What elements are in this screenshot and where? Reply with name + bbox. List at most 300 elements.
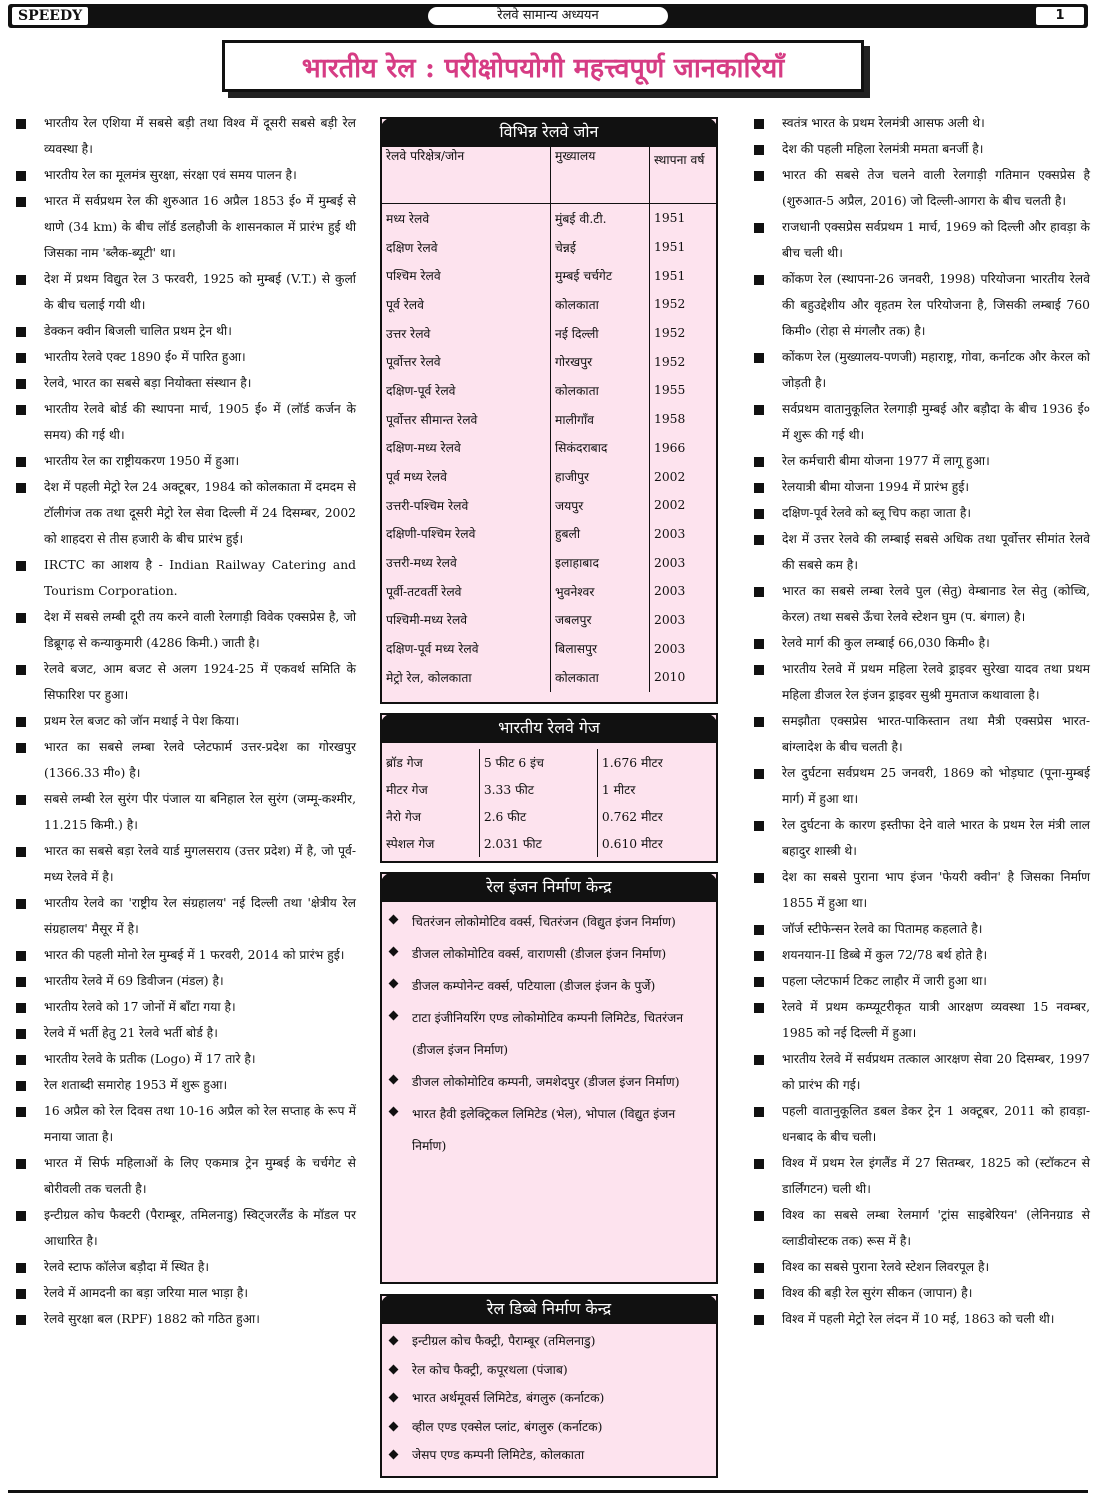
- list-item-text: भारत हैवी इलेक्ट्रिकल लिमिटेड (भेल), भोपाल (विद्युत इंजन निर्माण): [412, 1107, 676, 1153]
- bullet-square-icon: [754, 951, 764, 961]
- fact-text: पहली वातानुकूलित डबल डेकर ट्रेन 1 अक्टूबर, 2011 को हावड़ा-धनबाद के बीच चली।: [782, 1104, 1090, 1144]
- fact-item: [10, 1098, 356, 1150]
- fact-item: [10, 344, 356, 370]
- table-cell: 1951: [654, 240, 686, 255]
- list-item-text: रेल कोच फैक्ट्री, कपूरथला (पंजाब): [412, 1362, 568, 1377]
- fact-item: [10, 1254, 356, 1280]
- zones-header-hq: मुख्यालय: [551, 147, 650, 204]
- diamond-bullet-icon: [389, 1336, 399, 1346]
- bullet-square-icon: [16, 353, 26, 363]
- fact-item: [748, 994, 1090, 1046]
- fact-item: [10, 370, 356, 396]
- table-cell: स्पेशल गेज: [382, 830, 479, 857]
- fact-text: इन्टीग्रल कोच फैक्टरी (पैराम्बूर, तमिलनाडु) स्विट्जरलैंड के मॉडल पर आधारित है।: [44, 1208, 356, 1248]
- fact-text: विश्व में पहली मेट्रो रेल लंदन में 10 मई, 1863 को चली थी।: [782, 1312, 1055, 1326]
- fact-item: [748, 656, 1090, 708]
- fact-text: कोंकण रेल (स्थापना-26 जनवरी, 1998) परियोजना भारतीय रेलवे की बहुउद्देशीय और वृहतम रेल परियोजना है, जिसकी लम्बाई 760 किमी० (रोहा से मंगलौर तक) है।: [782, 272, 1090, 338]
- fact-text: विश्व में प्रथम रेल इंगलैंड में 27 सितम्बर, 1825 को (स्टॉकटन से डार्लिंगटन) चली थी।: [782, 1156, 1090, 1196]
- fact-item: [10, 786, 356, 838]
- table-cell: उत्तरी-मध्य रेलवे: [382, 548, 551, 577]
- fact-text: सबसे लम्बी रेल सुरंग पीर पंजाल या बनिहाल रेल सुरंग (जम्मू-कश्मीर, 11.215 किमी.) है।: [44, 792, 356, 832]
- fact-text: रेल कर्मचारी बीमा योजना 1977 में लागू हुआ।: [782, 454, 990, 468]
- table-cell: मेट्रो रेल, कोलकाता: [382, 663, 551, 692]
- table-cell: नई दिल्ली: [551, 319, 650, 348]
- fact-text: भारतीय रेल का मूलमंत्र सुरक्षा, संरक्षा एवं समय पालन है।: [44, 168, 297, 182]
- list-item-text: चितरंजन लोकोमोटिव वर्क्स, चितरंजन (विद्युत इंजन निर्माण): [412, 915, 676, 929]
- table-cell: जयपुर: [551, 491, 650, 520]
- bullet-square-icon: [16, 613, 26, 623]
- bullet-square-icon: [16, 665, 26, 675]
- fact-text: शयनयान-II डिब्बे में कुल 72/78 बर्थ होते है।: [782, 948, 988, 962]
- fact-item: [748, 526, 1090, 578]
- fact-text: भारतीय रेल एशिया में सबसे बड़ी तथा विश्व में दूसरी सबसे बड़ी रेल व्यवस्था है।: [44, 116, 356, 156]
- fact-text: रेलवे में प्रथम कम्प्यूटरीकृत यात्री आरक्षण व्यवस्था 15 नवम्बर, 1985 को नई दिल्ली में हुआ।: [782, 1000, 1090, 1040]
- fact-item: [748, 266, 1090, 344]
- fact-text: देश की पहली महिला रेलमंत्री ममता बनर्जी है।: [782, 142, 984, 156]
- bullet-square-icon: [754, 223, 764, 233]
- fact-text: विश्व का सबसे लम्बा रेलमार्ग 'ट्रांस साइबेरियन' (लेनिनग्राड से व्लाडीवोस्टक तक) रूस में है।: [782, 1208, 1090, 1248]
- zone-row: [382, 405, 716, 434]
- zones-box-title: विभिन्न रेलवे जोन: [380, 117, 718, 147]
- fact-item: [748, 1280, 1090, 1306]
- fact-text: रेलवे स्टाफ कॉलेज बड़ौदा में स्थित है।: [44, 1260, 210, 1274]
- fact-text: देश में पहली मेट्रो रेल 24 अक्टूबर, 1984 को कोलकाता में दमदम से टॉलीगंज तक तथा दूसरी मेट्रो रेल सेवा दिल्ली में 24 दिसम्बर, 2002 को शाहदरा से तीस हजारी के बीच प्रारंभ हुई।: [44, 480, 356, 546]
- fact-item: [748, 968, 1090, 994]
- fact-text: भारतीय रेलवे का 'राष्ट्रीय रेल संग्रहालय' नई दिल्ली तथा 'क्षेत्रीय रेल संग्रहालय' मैसूर में है।: [44, 896, 356, 936]
- bullet-square-icon: [16, 197, 26, 207]
- fact-text: प्रथम रेल बजट को जॉन मथाई ने पेश किया।: [44, 714, 240, 728]
- coach-box-title: रेल डिब्बे निर्माण केन्द्र: [380, 1294, 718, 1324]
- bullet-square-icon: [16, 379, 26, 389]
- table-cell: पूर्व रेलवे: [382, 290, 551, 319]
- bullet-square-icon: [16, 1211, 26, 1221]
- table-cell: 1952: [654, 297, 686, 312]
- fact-text: सर्वप्रथम वातानुकूलित रेलगाड़ी मुम्बई और बड़ौदा के बीच 1936 ई० में शुरू की गई थी।: [782, 402, 1090, 442]
- bullet-square-icon: [16, 1003, 26, 1013]
- list-item: [382, 1413, 708, 1442]
- table-cell: 1.676 मीटर: [601, 756, 663, 770]
- zone-row: [382, 319, 716, 348]
- zone-row: [382, 520, 716, 549]
- fact-item: [748, 396, 1090, 448]
- bullet-square-icon: [754, 639, 764, 649]
- table-cell: 5 फीट 6 इंच: [479, 749, 597, 776]
- fact-item: [748, 474, 1090, 500]
- gauge-box-title: भारतीय रेलवे गेज: [380, 713, 718, 743]
- fact-text: भारतीय रेल का राष्ट्रीयकरण 1950 में हुआ।: [44, 454, 240, 468]
- main-title: भारतीय रेल : परीक्षोपयोगी महत्त्वपूर्ण जानकारियाँ: [222, 40, 864, 92]
- table-cell: पूर्व मध्य रेलवे: [382, 462, 551, 491]
- coach-list: [382, 1324, 716, 1470]
- fact-text: देश में सबसे लम्बी दूरी तय करने वाली रेलगाड़ी विवेक एक्सप्रेस है, जो डिब्रूगढ़ से कन्याकुमारी (4286 किमी.) जाती है।: [44, 610, 356, 650]
- bullet-square-icon: [16, 457, 26, 467]
- table-cell: 1955: [654, 383, 686, 398]
- coach-box: [380, 1294, 718, 1478]
- diamond-bullet-icon: [389, 915, 399, 925]
- fact-text: भारत की सबसे तेज चलने वाली रेलगाड़ी गतिमान एक्सप्रेस है (शुरुआत-5 अप्रैल, 2016) जो दिल्ली-आगरा के बीच चलती है।: [782, 168, 1090, 208]
- zone-row: [382, 290, 716, 319]
- table-cell: पूर्वोत्तर सीमान्त रेलवे: [382, 405, 551, 434]
- fact-item: [10, 838, 356, 890]
- list-item: [382, 1356, 708, 1385]
- table-cell: 2002: [654, 469, 686, 484]
- table-cell: 0.762 मीटर: [601, 810, 663, 824]
- bullet-square-icon: [754, 1107, 764, 1117]
- diamond-bullet-icon: [389, 1011, 399, 1021]
- diamond-bullet-icon: [389, 1107, 399, 1117]
- engine-box: [380, 872, 718, 1284]
- bullet-square-icon: [754, 1263, 764, 1273]
- fact-item: [10, 1020, 356, 1046]
- zone-row: [382, 577, 716, 606]
- engine-list: [382, 902, 716, 1162]
- fact-text: डेक्कन क्वीन बिजली चालित प्रथम ट्रेन थी।: [44, 324, 232, 338]
- gauge-table: [382, 749, 716, 857]
- table-cell: गोरखपुर: [551, 347, 650, 376]
- fact-item: [748, 110, 1090, 136]
- fact-text: रेल दुर्घटना के कारण इस्तीफा देने वाले भारत के प्रथम रेल मंत्री लाल बहादुर शास्त्री थे।: [782, 818, 1090, 858]
- bullet-square-icon: [16, 1289, 26, 1299]
- fact-item: [748, 136, 1090, 162]
- list-item-text: डीजल लोकोमोटिव वर्क्स, वाराणसी (डीजल इंजन निर्माण): [412, 947, 667, 961]
- bullet-square-icon: [16, 977, 26, 987]
- table-cell: 1952: [654, 354, 686, 369]
- fact-item: [10, 1202, 356, 1254]
- table-cell: हुबली: [551, 520, 650, 549]
- fact-text: भारत में सिर्फ महिलाओं के लिए एकमात्र ट्रेन मुम्बई के चर्चगेट से बोरीवली तक चलती है।: [44, 1156, 356, 1196]
- zone-row: [382, 347, 716, 376]
- fact-text: रेलयात्री बीमा योजना 1994 में प्रारंभ हुई।: [782, 480, 970, 494]
- fact-item: [10, 396, 356, 448]
- table-cell: हाजीपुर: [551, 462, 650, 491]
- bullet-square-icon: [754, 1159, 764, 1169]
- table-cell: दक्षिण-पूर्व मध्य रेलवे: [382, 634, 551, 663]
- fact-item: [10, 942, 356, 968]
- fact-text: रेल दुर्घटना सर्वप्रथम 25 जनवरी, 1869 को भोड़घाट (पूना-मुम्बई मार्ग) में हुआ था।: [782, 766, 1090, 806]
- bullet-square-icon: [16, 171, 26, 181]
- bullet-square-icon: [754, 717, 764, 727]
- bullet-square-icon: [16, 483, 26, 493]
- zones-table: [382, 147, 716, 692]
- table-cell: मुंबई वी.टी.: [551, 204, 650, 233]
- fact-item: [748, 916, 1090, 942]
- engine-box-title: रेल इंजन निर्माण केन्द्र: [380, 872, 718, 902]
- bullet-square-icon: [16, 951, 26, 961]
- fact-text: समझौता एक्सप्रेस भारत-पाकिस्तान तथा मैत्री एक्सप्रेस भारत-बांग्लादेश के बीच चलती है।: [782, 714, 1090, 754]
- fact-text: देश में उत्तर रेलवे की लम्बाई सबसे अधिक तथा पूर्वोत्तर सीमांत रेलवे की सबसे कम है।: [782, 532, 1090, 572]
- bullet-square-icon: [16, 1263, 26, 1273]
- bullet-square-icon: [16, 899, 26, 909]
- fact-text: स्वतंत्र भारत के प्रथम रेलमंत्री आसफ अली थे।: [782, 116, 985, 130]
- bullet-square-icon: [754, 457, 764, 467]
- fact-item: [10, 1046, 356, 1072]
- bullet-square-icon: [16, 717, 26, 727]
- table-cell: दक्षिण-मध्य रेलवे: [382, 434, 551, 463]
- table-cell: 2003: [654, 612, 686, 627]
- table-cell: 2.6 फीट: [479, 803, 597, 830]
- fact-text: भारतीय रेलवे में सर्वप्रथम तत्काल आरक्षण सेवा 20 दिसम्बर, 1997 को प्रारंभ की गई।: [782, 1052, 1090, 1092]
- fact-item: [748, 1098, 1090, 1150]
- table-cell: 1952: [654, 326, 686, 341]
- fact-item: [10, 968, 356, 994]
- gauge-table-body: [382, 749, 716, 857]
- bullet-square-icon: [754, 1315, 764, 1325]
- list-item: [382, 1441, 708, 1470]
- fact-text: भारतीय रेलवे एक्ट 1890 ई० में पारित हुआ।: [44, 350, 246, 364]
- list-item-text: डीजल लोकोमोटिव कम्पनी, जमशेदपुर (डीजल इंजन निर्माण): [412, 1075, 680, 1089]
- fact-item: [10, 552, 356, 604]
- table-cell: 2003: [654, 641, 686, 656]
- zones-box: [380, 117, 718, 704]
- fact-text: राजधानी एक्सप्रेस सर्वप्रथम 1 मार्च, 1969 को दिल्ली और हावड़ा के बीच चली थी।: [782, 220, 1090, 260]
- gauge-row: [382, 830, 716, 857]
- bullet-square-icon: [754, 1003, 764, 1013]
- fact-text: रेलवे में आमदनी का बड़ा जरिया माल भाड़ा है।: [44, 1286, 249, 1300]
- bullet-square-icon: [754, 275, 764, 285]
- bullet-square-icon: [754, 483, 764, 493]
- fact-item: [10, 604, 356, 656]
- fact-item: [10, 318, 356, 344]
- table-cell: उत्तर रेलवे: [382, 319, 551, 348]
- fact-text: रेलवे सुरक्षा बल (RPF) 1882 को गठित हुआ।: [44, 1312, 260, 1326]
- zone-row: [382, 233, 716, 262]
- table-cell: नैरो गेज: [382, 803, 479, 830]
- fact-item: [748, 630, 1090, 656]
- table-cell: 2003: [654, 584, 686, 599]
- list-item: [382, 938, 708, 970]
- table-cell: 1951: [654, 211, 686, 226]
- fact-item: [748, 864, 1090, 916]
- list-item-text: भारत अर्थमूवर्स लिमिटेड, बंगलुरु (कर्नाटक): [412, 1391, 605, 1406]
- table-cell: 1958: [654, 412, 686, 427]
- table-cell: 2002: [654, 498, 686, 513]
- table-cell: पूर्वोत्तर रेलवे: [382, 347, 551, 376]
- fact-text: विश्व की बड़ी रेल सुरंग सीकन (जापान) है।: [782, 1286, 973, 1300]
- zones-header-year: स्थापना वर्ष: [650, 147, 717, 204]
- fact-text: भारत का सबसे लम्बा रेलवे प्लेटफार्म उत्तर-प्रदेश का गोरखपुर (1366.33 मी०) है।: [44, 740, 356, 780]
- table-cell: 1 मीटर: [601, 783, 636, 797]
- fact-text: पहला प्लेटफार्म टिकट लाहौर में जारी हुआ था।: [782, 974, 987, 988]
- fact-item: [10, 1280, 356, 1306]
- zone-row: [382, 462, 716, 491]
- fact-item: [10, 266, 356, 318]
- list-item: [382, 970, 708, 1002]
- bullet-square-icon: [754, 353, 764, 363]
- table-cell: मुम्बई चर्चगेट: [551, 261, 650, 290]
- table-cell: मध्य रेलवे: [382, 204, 551, 233]
- bullet-square-icon: [16, 1055, 26, 1065]
- fact-text: भारत में सर्वप्रथम रेल की शुरुआत 16 अप्रैल 1853 ई० में मुम्बई से थाणे (34 km) के बीच लॉर्ड डलहौजी के शासनकाल में प्रारंभ हुई थी जिसका नाम 'ब्लैक-ब्यूटी' था।: [44, 194, 356, 260]
- bullet-square-icon: [16, 795, 26, 805]
- fact-text: जॉर्ज स्टीफेन्सन रेलवे का पितामह कहलाते है।: [782, 922, 983, 936]
- bullet-square-icon: [754, 1289, 764, 1299]
- list-item-text: व्हील एण्ड एक्सेल प्लांट, बंगलुरु (कर्नाटक): [412, 1419, 603, 1434]
- list-item: [382, 1327, 708, 1356]
- fact-text: भारत का सबसे बड़ा रेलवे यार्ड मुगलसराय (उत्तर प्रदेश) में है, जो पूर्व-मध्य रेलवे में है।: [44, 844, 356, 884]
- list-item: [382, 1384, 708, 1413]
- bullet-square-icon: [754, 145, 764, 155]
- fact-text: रेलवे बजट, आम बजट से अलग 1924-25 में एकवर्थ समिति के सिफारिश पर हुआ।: [44, 662, 356, 702]
- table-cell: 1966: [654, 440, 686, 455]
- header-bar: [8, 4, 1088, 28]
- bullet-square-icon: [16, 743, 26, 753]
- fact-item: [748, 942, 1090, 968]
- bullet-square-icon: [754, 535, 764, 545]
- fact-item: [748, 1046, 1090, 1098]
- bullet-square-icon: [754, 587, 764, 597]
- fact-text: 16 अप्रैल को रेल दिवस तथा 10-16 अप्रैल को रेल सप्ताह के रूप में मनाया जाता है।: [44, 1104, 356, 1144]
- zone-row: [382, 548, 716, 577]
- zones-header-zone: रेलवे परिक्षेत्र/जोन: [382, 147, 551, 204]
- fact-item: [10, 162, 356, 188]
- fact-item: [10, 448, 356, 474]
- fact-text: रेलवे, भारत का सबसे बड़ा नियोक्ता संस्थान है।: [44, 376, 252, 390]
- fact-item: [748, 708, 1090, 760]
- table-cell: दक्षिणी-पश्चिम रेलवे: [382, 520, 551, 549]
- fact-item: [748, 214, 1090, 266]
- gauge-row: [382, 803, 716, 830]
- bullet-square-icon: [16, 1159, 26, 1169]
- fact-text: विश्व का सबसे पुराना रेलवे स्टेशन लिवरपूल है।: [782, 1260, 990, 1274]
- table-cell: 0.610 मीटर: [601, 837, 663, 851]
- bullet-square-icon: [754, 821, 764, 831]
- list-item: [382, 1098, 708, 1162]
- fact-item: [10, 1072, 356, 1098]
- table-cell: 1951: [654, 268, 686, 283]
- table-cell: दक्षिण रेलवे: [382, 233, 551, 262]
- table-cell: कोलकाता: [551, 663, 650, 692]
- fact-item: [748, 1202, 1090, 1254]
- bullet-square-icon: [16, 405, 26, 415]
- table-cell: 2010: [654, 670, 686, 685]
- fact-text: रेल शताब्दी समारोह 1953 में शुरू हुआ।: [44, 1078, 228, 1092]
- fact-text: रेलवे में भर्ती हेतु 21 रेलवे भर्ती बोर्ड है।: [44, 1026, 218, 1040]
- fact-text: भारत की पहली मोनो रेल मुम्बई में 1 फरवरी, 2014 को प्रारंभ हुई।: [44, 948, 345, 962]
- zone-row: [382, 491, 716, 520]
- fact-text: दक्षिण-पूर्व रेलवे को ब्लू चिप कहा जाता है।: [782, 506, 972, 520]
- bottom-divider: [8, 1490, 1088, 1493]
- fact-item: [10, 188, 356, 266]
- bullet-square-icon: [754, 405, 764, 415]
- list-item: [382, 906, 708, 938]
- table-cell: मालीगाँव: [551, 405, 650, 434]
- bullet-square-icon: [754, 769, 764, 779]
- table-cell: 2003: [654, 526, 686, 541]
- table-cell: पूर्वी-तटवर्ती रेलवे: [382, 577, 551, 606]
- fact-item: [10, 890, 356, 942]
- brand-logo: SPEEDY: [12, 7, 88, 25]
- left-fact-column: [10, 110, 356, 1332]
- table-cell: मीटर गेज: [382, 776, 479, 803]
- table-cell: 2003: [654, 555, 686, 570]
- bullet-square-icon: [754, 873, 764, 883]
- diamond-bullet-icon: [389, 1393, 399, 1403]
- gauge-row: [382, 776, 716, 803]
- fact-item: [10, 734, 356, 786]
- list-item-text: जेसप एण्ड कम्पनी लिमिटेड, कोलकाता: [412, 1448, 585, 1463]
- bullet-square-icon: [16, 327, 26, 337]
- fact-item: [748, 448, 1090, 474]
- fact-item: [10, 708, 356, 734]
- fact-text: भारतीय रेलवे में प्रथम महिला रेलवे ड्राइवर सुरेखा यादव तथा प्रथम महिला डीजल रेल इंजन ड्राइवर सुश्री मुमताज कथावाला है।: [782, 662, 1090, 702]
- diamond-bullet-icon: [389, 1075, 399, 1085]
- table-cell: भुवनेश्वर: [551, 577, 650, 606]
- zone-row: [382, 434, 716, 463]
- table-cell: कोलकाता: [551, 290, 650, 319]
- bullet-square-icon: [754, 119, 764, 129]
- list-item-text: इन्टीग्रल कोच फैक्ट्री, पैराम्बूर (तमिलनाडु): [412, 1334, 596, 1348]
- fact-text: रेलवे मार्ग की कुल लम्बाई 66,030 किमी० है।: [782, 636, 990, 650]
- bullet-square-icon: [16, 275, 26, 285]
- diamond-bullet-icon: [389, 947, 399, 957]
- bullet-square-icon: [754, 509, 764, 519]
- table-cell: सिकंदराबाद: [551, 434, 650, 463]
- table-cell: इलाहाबाद: [551, 548, 650, 577]
- bullet-square-icon: [16, 119, 26, 129]
- fact-item: [748, 1306, 1090, 1332]
- fact-text: देश में प्रथम विद्युत रेल 3 फरवरी, 1925 को मुम्बई (V.T.) से कुर्ला के बीच चलाई गयी थी।: [44, 272, 356, 312]
- header-title: रेलवे सामान्य अध्ययन: [428, 7, 668, 25]
- bullet-square-icon: [754, 665, 764, 675]
- zone-row: [382, 376, 716, 405]
- fact-item: [10, 656, 356, 708]
- list-item-text: डीजल कम्पोनेन्ट वर्क्स, पटियाला (डीजल इंजन के पुर्जे): [412, 979, 656, 993]
- fact-item: [10, 1150, 356, 1202]
- gauge-row: [382, 749, 716, 776]
- fact-item: [748, 500, 1090, 526]
- bullet-square-icon: [16, 1081, 26, 1091]
- table-cell: ब्रॉड गेज: [382, 749, 479, 776]
- list-item: [382, 1002, 708, 1066]
- bullet-square-icon: [16, 1107, 26, 1117]
- fact-item: [748, 1150, 1090, 1202]
- fact-text: देश का सबसे पुराना भाप इंजन 'फेयरी क्वीन' है जिसका निर्माण 1855 में हुआ था।: [782, 870, 1090, 910]
- bullet-square-icon: [754, 1055, 764, 1065]
- zones-table-body: [382, 204, 716, 692]
- zone-row: [382, 204, 716, 233]
- fact-item: [10, 474, 356, 552]
- right-fact-column: [748, 110, 1090, 1332]
- fact-item: [10, 110, 356, 162]
- fact-item: [748, 812, 1090, 864]
- bullet-square-icon: [754, 1211, 764, 1221]
- fact-text: कोंकण रेल (मुख्यालय-पणजी) महाराष्ट्र, गोवा, कर्नाटक और केरल को जोड़ती है।: [782, 350, 1090, 390]
- bullet-square-icon: [754, 925, 764, 935]
- table-cell: 3.33 फीट: [479, 776, 597, 803]
- zone-row: [382, 261, 716, 290]
- fact-text: भारतीय रेलवे बोर्ड की स्थापना मार्च, 1905 ई० में (लॉर्ड कर्जन के समय) की गई थी।: [44, 402, 356, 442]
- bullet-square-icon: [16, 1029, 26, 1039]
- table-cell: दक्षिण-पूर्व रेलवे: [382, 376, 551, 405]
- diamond-bullet-icon: [389, 1450, 399, 1460]
- table-cell: पश्चिमी-मध्य रेलवे: [382, 606, 551, 635]
- table-cell: बिलासपुर: [551, 634, 650, 663]
- diamond-bullet-icon: [389, 1364, 399, 1374]
- fact-text: भारतीय रेलवे को 17 जोनों में बाँटा गया है।: [44, 1000, 236, 1014]
- diamond-bullet-icon: [389, 1421, 399, 1431]
- bullet-square-icon: [16, 1315, 26, 1325]
- list-item: [382, 1066, 708, 1098]
- fact-item: [748, 760, 1090, 812]
- table-cell: कोलकाता: [551, 376, 650, 405]
- table-cell: पश्चिम रेलवे: [382, 261, 551, 290]
- bullet-square-icon: [754, 171, 764, 181]
- fact-item: [748, 578, 1090, 630]
- fact-item: [10, 1306, 356, 1332]
- zone-row: [382, 634, 716, 663]
- table-cell: 2.031 फीट: [479, 830, 597, 857]
- fact-text: भारतीय रेलवे में 69 डिवीजन (मंडल) है।: [44, 974, 224, 988]
